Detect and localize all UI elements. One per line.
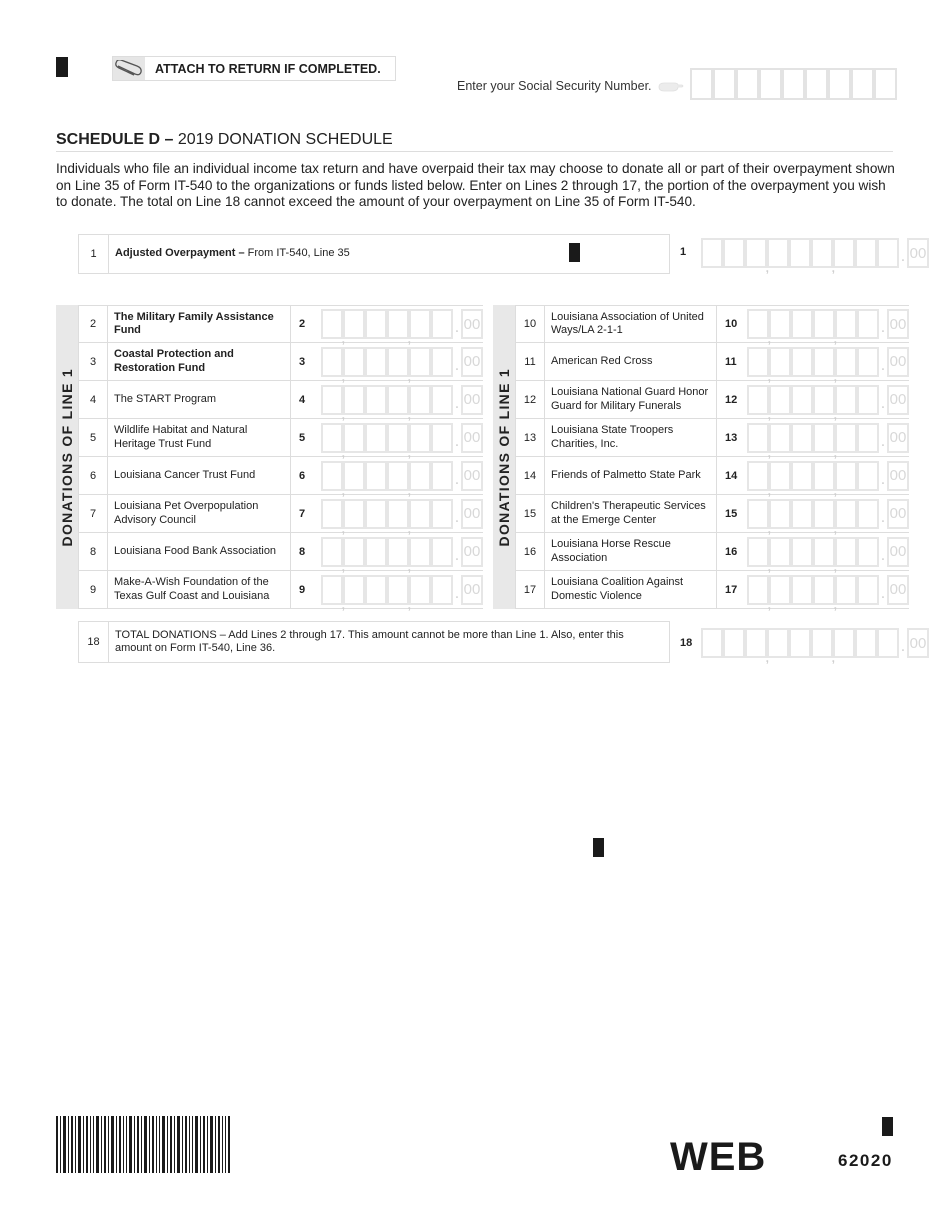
decimal-point: . xyxy=(454,546,460,564)
decimal-point: . xyxy=(880,546,886,564)
line-number: 4 xyxy=(78,381,108,418)
decimal-point: . xyxy=(454,584,460,602)
amount-digit-box[interactable] xyxy=(343,461,365,491)
line-number: 18 xyxy=(79,622,109,662)
cents-box[interactable]: 00 xyxy=(461,461,483,491)
amount-digit-box[interactable] xyxy=(791,499,813,529)
amount-digit-box[interactable] xyxy=(409,423,431,453)
donation-row xyxy=(78,343,483,381)
amount-digit-box[interactable] xyxy=(321,309,343,339)
line-18-amount[interactable] xyxy=(701,628,929,658)
amount-digit-box[interactable] xyxy=(813,575,835,605)
amount-digit-box[interactable] xyxy=(321,347,343,377)
cents-box[interactable]: 00 xyxy=(461,499,483,529)
amount-digit-box[interactable] xyxy=(791,385,813,415)
line-number: 17 xyxy=(515,571,545,608)
amount-digit-box[interactable] xyxy=(409,575,431,605)
amount-digit-box[interactable] xyxy=(791,537,813,567)
line-label: 15 xyxy=(725,507,738,520)
donation-description: Coastal Protection and Restoration Fund xyxy=(108,343,291,380)
amount-digit-box[interactable] xyxy=(365,537,387,567)
amount-digit-box[interactable] xyxy=(769,423,791,453)
donation-amount[interactable] xyxy=(321,423,483,453)
ssn-digit-box[interactable] xyxy=(690,68,713,100)
decimal-point: . xyxy=(880,319,886,336)
cents-box[interactable]: 00 xyxy=(887,309,909,339)
line-number: 1 xyxy=(79,235,109,273)
amount-digit-box[interactable] xyxy=(409,499,431,529)
amount-digit-box[interactable] xyxy=(343,385,365,415)
amount-digit-box[interactable] xyxy=(723,238,745,268)
amount-digit-box[interactable] xyxy=(857,423,879,453)
amount-digit-box[interactable] xyxy=(813,309,835,339)
amount-digit-box[interactable] xyxy=(811,628,833,658)
amount-digit-box[interactable] xyxy=(833,628,855,658)
amount-digit-box[interactable] xyxy=(769,347,791,377)
amount-digit-box[interactable] xyxy=(431,385,453,415)
amount-digit-box[interactable] xyxy=(343,309,365,339)
amount-digit-box[interactable] xyxy=(431,575,453,605)
cents-box[interactable]: 00 xyxy=(461,537,483,567)
amount-digit-box[interactable] xyxy=(409,461,431,491)
line-1-description xyxy=(109,235,356,273)
donation-description: Friends of Palmetto State Park xyxy=(545,457,717,494)
amount-digit-box[interactable] xyxy=(431,309,453,339)
line-1-amount[interactable] xyxy=(701,238,929,268)
decimal-point: . xyxy=(454,432,460,450)
donation-row xyxy=(78,533,483,571)
line-18-row xyxy=(78,621,670,663)
donation-description: Louisiana Association of United Ways/LA 2-1-1 xyxy=(545,306,717,342)
instructions-paragraph: Individuals who file an individual income tax return and have overpaid their tax may choose to donate all or part of their overpayment shown on Line 35 of Form IT-540 to the organizations or funds listed below. Enter on Lines 2 through 17, the portion of the overpayment you wish to donate. The total on Line 18 cannot exceed the amount of your overpayment on Line 35 of Form IT-540. xyxy=(56,161,895,209)
donation-row xyxy=(515,495,909,533)
line-label: 5 xyxy=(299,431,306,444)
line-number: 9 xyxy=(78,571,108,608)
amount-digit-box[interactable] xyxy=(835,347,857,377)
amount-digit-box[interactable] xyxy=(747,347,769,377)
line-label: 13 xyxy=(725,431,738,444)
line-label: 9 xyxy=(299,583,306,596)
amount-digit-box[interactable] xyxy=(835,309,857,339)
amount-digit-box[interactable] xyxy=(857,499,879,529)
amount-digit-box[interactable] xyxy=(431,423,453,453)
amount-digit-box[interactable] xyxy=(409,537,431,567)
amount-digit-box[interactable] xyxy=(747,309,769,339)
donations-side-label xyxy=(56,305,78,609)
amount-digit-box[interactable] xyxy=(877,628,899,658)
amount-digit-box[interactable] xyxy=(431,499,453,529)
amount-digit-box[interactable] xyxy=(387,461,409,491)
amount-digit-box[interactable] xyxy=(835,385,857,415)
line-number: 11 xyxy=(515,343,545,380)
amount-digit-box[interactable] xyxy=(813,423,835,453)
donation-amount[interactable] xyxy=(321,347,483,377)
amount-digit-box[interactable] xyxy=(387,385,409,415)
amount-digit-box[interactable] xyxy=(835,461,857,491)
cents-box[interactable]: 00 xyxy=(461,575,483,605)
amount-digit-box[interactable] xyxy=(767,238,789,268)
registration-mark-middle xyxy=(593,838,604,857)
donation-row xyxy=(78,419,483,457)
donation-description: The Military Family Assistance Fund xyxy=(108,306,291,342)
ssn-digit-box[interactable] xyxy=(851,68,874,100)
schedule-title-bold: SCHEDULE D – xyxy=(56,131,174,148)
ssn-input[interactable] xyxy=(690,68,897,100)
amount-digit-box[interactable] xyxy=(747,423,769,453)
donation-amount[interactable] xyxy=(747,499,909,529)
attach-text: ATTACH TO RETURN IF COMPLETED. xyxy=(155,61,381,76)
cents-box[interactable]: 00 xyxy=(461,309,483,339)
donation-description: Louisiana Pet Overpopulation Advisory Council xyxy=(108,495,291,532)
donation-amount[interactable] xyxy=(747,347,909,377)
decimal-point: . xyxy=(454,508,460,526)
donation-description: Louisiana Coalition Against Domestic Violence xyxy=(545,571,717,608)
amount-digit-box[interactable] xyxy=(343,423,365,453)
ssn-digit-box[interactable] xyxy=(828,68,851,100)
ssn-digit-box[interactable] xyxy=(782,68,805,100)
donation-description: Louisiana National Guard Honor Guard for Military Funerals xyxy=(545,381,717,418)
line-label: 10 xyxy=(725,318,738,330)
line-label: 3 xyxy=(299,355,306,368)
donation-amount[interactable] xyxy=(321,385,483,415)
amount-digit-box[interactable] xyxy=(747,461,769,491)
line-18-label: 18 xyxy=(680,637,693,649)
amount-digit-box[interactable] xyxy=(365,423,387,453)
cents-box[interactable]: 00 xyxy=(887,461,909,491)
amount-digit-box[interactable] xyxy=(387,309,409,339)
line-label: 4 xyxy=(299,393,306,406)
amount-digit-box[interactable] xyxy=(791,423,813,453)
amount-digit-box[interactable] xyxy=(747,385,769,415)
amount-digit-box[interactable] xyxy=(409,385,431,415)
amount-digit-box[interactable] xyxy=(387,499,409,529)
amount-digit-box[interactable] xyxy=(855,628,877,658)
amount-digit-box[interactable] xyxy=(857,575,879,605)
barcode xyxy=(56,1116,230,1173)
amount-digit-box[interactable] xyxy=(321,461,343,491)
donation-amount[interactable] xyxy=(747,575,909,605)
amount-digit-box[interactable] xyxy=(857,461,879,491)
amount-digit-box[interactable] xyxy=(791,461,813,491)
amount-digit-box[interactable] xyxy=(813,537,835,567)
decimal-point: . xyxy=(454,356,460,374)
decimal-point: . xyxy=(880,394,886,412)
amount-digit-box[interactable] xyxy=(387,347,409,377)
donations-side-label xyxy=(493,305,515,609)
decimal-point: . xyxy=(454,319,460,336)
donation-row xyxy=(515,343,909,381)
amount-digit-box[interactable] xyxy=(769,575,791,605)
line-1-rest: From IT-540, Line 35 xyxy=(247,247,350,260)
donation-description: Louisiana Cancer Trust Fund xyxy=(108,457,291,494)
amount-digit-box[interactable] xyxy=(723,628,745,658)
donations-side-text: DONATIONS OF LINE 1 xyxy=(496,367,512,547)
amount-digit-box[interactable] xyxy=(365,575,387,605)
line-label: 2 xyxy=(299,318,306,330)
amount-digit-box[interactable] xyxy=(321,575,343,605)
donation-description: Make-A-Wish Foundation of the Texas Gulf Coast and Louisiana xyxy=(108,571,291,608)
line-number: 12 xyxy=(515,381,545,418)
amount-digit-box[interactable] xyxy=(789,238,811,268)
amount-digit-box[interactable] xyxy=(343,347,365,377)
donations-table-left xyxy=(56,305,483,609)
amount-digit-box[interactable] xyxy=(745,628,767,658)
amount-digit-box[interactable] xyxy=(857,309,879,339)
donation-amount[interactable] xyxy=(321,499,483,529)
amount-digit-box[interactable] xyxy=(835,537,857,567)
amount-digit-box[interactable] xyxy=(833,238,855,268)
line-number: 8 xyxy=(78,533,108,570)
cents-box[interactable]: 00 xyxy=(461,423,483,453)
decimal-point: . xyxy=(880,508,886,526)
donation-description: Louisiana State Troopers Charities, Inc. xyxy=(545,419,717,456)
donation-row xyxy=(78,381,483,419)
decimal-point: . xyxy=(900,638,906,655)
amount-digit-box[interactable] xyxy=(409,309,431,339)
donation-amount[interactable] xyxy=(321,309,483,339)
donations-table-right xyxy=(493,305,909,609)
amount-digit-box[interactable] xyxy=(387,423,409,453)
decimal-point: . xyxy=(880,432,886,450)
web-mark: WEB xyxy=(670,1135,767,1179)
ssn-digit-box[interactable] xyxy=(713,68,736,100)
line-number: 10 xyxy=(515,306,545,342)
donation-description: Louisiana Food Bank Association xyxy=(108,533,291,570)
donation-description: The START Program xyxy=(108,381,291,418)
amount-digit-box[interactable] xyxy=(747,575,769,605)
donation-description: Louisiana Horse Rescue Association xyxy=(545,533,717,570)
donation-row xyxy=(515,533,909,571)
amount-digit-box[interactable] xyxy=(835,575,857,605)
amount-digit-box[interactable] xyxy=(745,238,767,268)
donation-row xyxy=(515,457,909,495)
line-label: 14 xyxy=(725,469,738,482)
donations-rows-left xyxy=(78,305,483,609)
line-label: 12 xyxy=(725,393,738,406)
amount-digit-box[interactable] xyxy=(813,347,835,377)
ssn-digit-box[interactable] xyxy=(805,68,828,100)
amount-digit-box[interactable] xyxy=(343,537,365,567)
amount-digit-box[interactable] xyxy=(321,537,343,567)
cents-box[interactable]: 00 xyxy=(907,628,929,658)
cents-box[interactable]: 00 xyxy=(887,499,909,529)
line-label: 11 xyxy=(725,355,737,368)
line-number: 7 xyxy=(78,495,108,532)
line-1-label: 1 xyxy=(680,246,687,258)
line-number: 14 xyxy=(515,457,545,494)
amount-digit-box[interactable] xyxy=(769,499,791,529)
decimal-point: . xyxy=(880,584,886,602)
amount-digit-box[interactable] xyxy=(857,347,879,377)
donation-amount[interactable] xyxy=(747,309,909,339)
amount-digit-box[interactable] xyxy=(343,499,365,529)
decimal-point: . xyxy=(454,470,460,488)
amount-digit-box[interactable] xyxy=(855,238,877,268)
paperclip-icon xyxy=(113,57,145,80)
registration-mark-bottom-right xyxy=(882,1117,893,1136)
donation-row xyxy=(78,305,483,343)
cents-box[interactable]: 00 xyxy=(887,575,909,605)
amount-digit-box[interactable] xyxy=(343,575,365,605)
amount-digit-box[interactable] xyxy=(813,385,835,415)
amount-digit-box[interactable] xyxy=(769,537,791,567)
cents-box[interactable]: 00 xyxy=(461,385,483,415)
cents-box[interactable]: 00 xyxy=(907,238,929,268)
amount-digit-box[interactable] xyxy=(835,499,857,529)
donation-row xyxy=(78,571,483,609)
line-1-row xyxy=(78,234,670,274)
line-number: 15 xyxy=(515,495,545,532)
line-label: 17 xyxy=(725,583,738,596)
donation-amount[interactable] xyxy=(321,461,483,491)
amount-digit-box[interactable] xyxy=(387,537,409,567)
cents-box[interactable]: 00 xyxy=(887,537,909,567)
schedule-title-rest: 2019 DONATION SCHEDULE xyxy=(177,131,393,148)
ssn-digit-box[interactable] xyxy=(874,68,897,100)
decimal-point: . xyxy=(454,394,460,412)
amount-digit-box[interactable] xyxy=(791,575,813,605)
donations-side-text: DONATIONS OF LINE 1 xyxy=(59,367,75,547)
amount-digit-box[interactable] xyxy=(791,347,813,377)
amount-digit-box[interactable] xyxy=(813,499,835,529)
donation-description: American Red Cross xyxy=(545,343,717,380)
cents-box[interactable]: 00 xyxy=(887,423,909,453)
cents-box[interactable]: 00 xyxy=(887,347,909,377)
amount-digit-box[interactable] xyxy=(431,461,453,491)
amount-digit-box[interactable] xyxy=(431,347,453,377)
donation-description: Children's Therapeutic Services at the Emerge Center xyxy=(545,495,717,532)
amount-digit-box[interactable] xyxy=(769,461,791,491)
line-number: 3 xyxy=(78,343,108,380)
line-1-bold: Adjusted Overpayment – xyxy=(115,247,245,260)
amount-digit-box[interactable] xyxy=(789,628,811,658)
amount-digit-box[interactable] xyxy=(387,575,409,605)
decimal-point: . xyxy=(880,356,886,374)
amount-digit-box[interactable] xyxy=(321,385,343,415)
line-number: 5 xyxy=(78,419,108,456)
donation-row xyxy=(78,495,483,533)
amount-digit-box[interactable] xyxy=(431,537,453,567)
amount-digit-box[interactable] xyxy=(701,628,723,658)
line-number: 6 xyxy=(78,457,108,494)
line-number: 2 xyxy=(78,306,108,342)
amount-digit-box[interactable] xyxy=(857,537,879,567)
amount-digit-box[interactable] xyxy=(857,385,879,415)
amount-digit-box[interactable] xyxy=(835,423,857,453)
amount-digit-box[interactable] xyxy=(877,238,899,268)
amount-digit-box[interactable] xyxy=(813,461,835,491)
donations-rows-right xyxy=(515,305,909,609)
amount-digit-box[interactable] xyxy=(767,628,789,658)
amount-digit-box[interactable] xyxy=(769,309,791,339)
line-label: 16 xyxy=(725,545,738,558)
line-number: 16 xyxy=(515,533,545,570)
amount-digit-box[interactable] xyxy=(365,309,387,339)
amount-digit-box[interactable] xyxy=(811,238,833,268)
donation-row xyxy=(515,571,909,609)
donation-amount[interactable] xyxy=(747,423,909,453)
line-label: 8 xyxy=(299,545,306,558)
donation-amount[interactable] xyxy=(747,537,909,567)
donation-amount[interactable] xyxy=(321,537,483,567)
amount-digit-box[interactable] xyxy=(365,461,387,491)
donation-row xyxy=(515,305,909,343)
form-number: 62020 xyxy=(838,1151,893,1170)
line-label: 6 xyxy=(299,469,306,482)
amount-digit-box[interactable] xyxy=(747,537,769,567)
line-label: 7 xyxy=(299,507,306,520)
attach-notice xyxy=(112,56,396,81)
ssn-label: Enter your Social Security Number. xyxy=(457,79,652,93)
amount-digit-box[interactable] xyxy=(365,385,387,415)
amount-digit-box[interactable] xyxy=(321,423,343,453)
cents-box[interactable]: 00 xyxy=(887,385,909,415)
amount-digit-box[interactable] xyxy=(791,309,813,339)
decimal-point: . xyxy=(900,248,906,265)
amount-digit-box[interactable] xyxy=(409,347,431,377)
donation-amount[interactable] xyxy=(747,385,909,415)
amount-digit-box[interactable] xyxy=(701,238,723,268)
donation-description: Wildlife Habitat and Natural Heritage Trust Fund xyxy=(108,419,291,456)
donation-amount[interactable] xyxy=(321,575,483,605)
line-number: 13 xyxy=(515,419,545,456)
amount-digit-box[interactable] xyxy=(365,347,387,377)
schedule-title xyxy=(56,131,893,152)
registration-mark-top-left xyxy=(56,57,68,77)
amount-digit-box[interactable] xyxy=(747,499,769,529)
ssn-digit-box[interactable] xyxy=(736,68,759,100)
donation-row xyxy=(78,457,483,495)
donation-amount[interactable] xyxy=(747,461,909,491)
amount-digit-box[interactable] xyxy=(769,385,791,415)
donation-row xyxy=(515,381,909,419)
amount-digit-box[interactable] xyxy=(365,499,387,529)
cents-box[interactable]: 00 xyxy=(461,347,483,377)
ssn-digit-box[interactable] xyxy=(759,68,782,100)
pointing-hand-icon xyxy=(658,80,684,92)
donation-row xyxy=(515,419,909,457)
line-18-description: TOTAL DONATIONS – Add Lines 2 through 17. This amount cannot be more than Line 1. Also, enter this amount on Form IT-540, Line 36. xyxy=(115,628,624,654)
decimal-point: . xyxy=(880,470,886,488)
amount-digit-box[interactable] xyxy=(321,499,343,529)
